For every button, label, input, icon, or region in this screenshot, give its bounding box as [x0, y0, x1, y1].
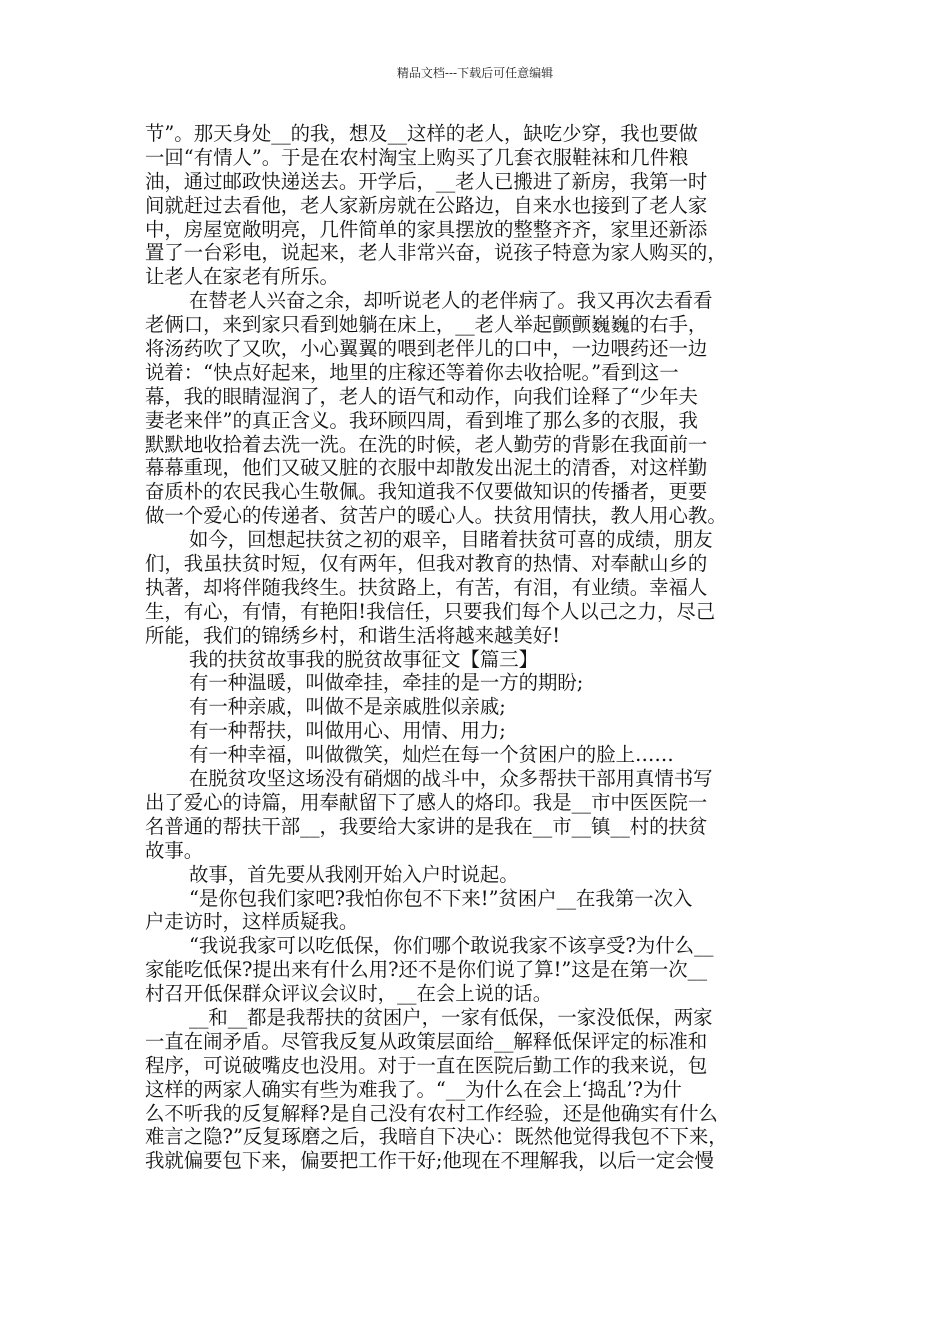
text-line: 奋质朴的农民我心生敬佩。我知道我不仅要做知识的传播者，更要 — [145, 480, 708, 504]
text-line: 么不听我的反复解释?是自己没有农村工作经验，还是他确实有什么 — [145, 1101, 718, 1125]
text-line: “是你包我们家吧?我怕你包不下来!”贫困户__在我第一次入 — [189, 886, 693, 910]
text-line: 说着：“快点好起来，地里的庄稼还等着你去收拾呢。”看到这一 — [145, 360, 679, 384]
text-line: 妻老来伴”的真正含义。我环顾四周，看到堆了那么多的衣服，我 — [145, 408, 698, 432]
text-line: 幕幕重现，他们又破又脏的衣服中却散发出泥土的清香，对这样勤 — [145, 456, 708, 480]
text-line: 这样的两家人确实有些为难我了。“__为什么在会上‘捣乱’?为什 — [145, 1077, 682, 1101]
text-line: 老俩口，来到家只看到她躺在床上，__老人举起颤颤巍巍的右手， — [145, 313, 708, 337]
text-line: 如今，回想起扶贫之初的艰辛，目睹着扶贫可喜的成绩，朋友 — [189, 528, 713, 552]
text-line: __和__都是我帮扶的贫困户，一家有低保，一家没低保，两家 — [189, 1005, 713, 1029]
text-line: 幕，我的眼睛湿润了，老人的语气和动作，向我们诠释了“少年夫 — [145, 384, 698, 408]
text-line: 家能吃低保?提出来有什么用?还不是你们说了算!”这是在第一次__ — [145, 958, 708, 982]
text-line: 中，房屋宽敞明亮，几件简单的家具摆放的整整齐齐，家里还新添 — [145, 217, 708, 241]
text-line: 让老人在家老有所乐。 — [145, 265, 339, 289]
text-line: 程序，可说破嘴皮也没用。对于一直在医院后勤工作的我来说，包 — [145, 1053, 708, 1077]
text-line: 一回“有情人”。于是在农村淘宝上购买了几套衣服鞋袜和几件粮 — [145, 145, 689, 169]
text-line: 名普通的帮扶干部__，我要给大家讲的是我在__市__镇__村的扶贫 — [145, 814, 708, 838]
text-line: 难言之隐?”反复琢磨之后，我暗自下决心：既然他觉得我包不下来， — [145, 1125, 728, 1149]
text-line: 所能，我们的锦绣乡村，和谐生活将越来越美好! — [145, 623, 560, 647]
text-line: 故事。 — [145, 838, 204, 862]
text-line: 户走访时，这样质疑我。 — [145, 910, 359, 934]
page-header: 精品文档---下载后可任意编辑 — [396, 66, 554, 80]
text-line: 一直在闹矛盾。尽管我反复从政策层面给__解释低保评定的标准和 — [145, 1029, 708, 1053]
text-line: 有一种帮扶，叫做用心、用情、用力; — [189, 719, 506, 743]
text-line: 在脱贫攻坚这场没有硝烟的战斗中，众多帮扶干部用真情书写 — [189, 767, 713, 791]
text-line: 油，通过邮政快递送去。开学后，__老人已搬进了新房，我第一时 — [145, 169, 708, 193]
text-line: 出了爱心的诗篇，用奉献留下了感人的烙印。我是__市中医医院一 — [145, 790, 708, 814]
text-line: 有一种亲戚，叫做不是亲戚胜似亲戚; — [189, 695, 506, 719]
text-line: 将汤药吹了又吹，小心翼翼的喂到老伴儿的口中，一边喂药还一边 — [145, 337, 708, 361]
text-line: 故事，首先要从我刚开始入户时说起。 — [189, 862, 519, 886]
text-line: 在替老人兴奋之余，却听说老人的老伴病了。我又再次去看看 — [189, 289, 713, 313]
text-line: 们，我虽扶贫时短，仅有两年，但我对教育的热情、对奉献山乡的 — [145, 552, 708, 576]
text-line: 节”。那天身处__的我，想及__这样的老人，缺吃少穿，我也要做 — [145, 122, 698, 145]
text-line: 默默地收拾着去洗一洗。在洗的时候，老人勤劳的背影在我面前一 — [145, 432, 708, 456]
text-line: 有一种温暖，叫做牵挂，牵挂的是一方的期盼; — [189, 671, 584, 695]
text-line: 我就偏要包下来，偏要把工作干好;他现在不理解我，以后一定会慢 — [145, 1149, 714, 1173]
text-line: 置了一台彩电，说起来，老人非常兴奋，说孩子特意为家人购买的， — [145, 241, 727, 265]
text-line: 村召开低保群众评议会议时，__在会上说的话。 — [145, 982, 553, 1006]
text-line: 生，有心，有情，有艳阳!我信任，只要我们每个人以己之力，尽己 — [145, 599, 716, 623]
text-line: 我的扶贫故事我的脱贫故事征文【篇三】 — [189, 647, 539, 671]
text-line: 有一种幸福，叫做微笑，灿烂在每一个贫困户的脸上…… — [189, 743, 674, 767]
document-body — [145, 122, 817, 1173]
text-line: “我说我家可以吃低保，你们哪个敢说我家不该享受?为什么__ — [189, 934, 714, 958]
text-line: 做一个爱心的传递者、贫苦户的暖心人。扶贫用情扶，教人用心教。 — [145, 504, 727, 528]
text-line: 间就赶过去看他，老人家新房就在公路边，自来水也接到了老人家 — [145, 193, 708, 217]
text-line: 执著，却将伴随我终生。扶贫路上，有苦，有泪，有业绩。幸福人 — [145, 575, 708, 599]
